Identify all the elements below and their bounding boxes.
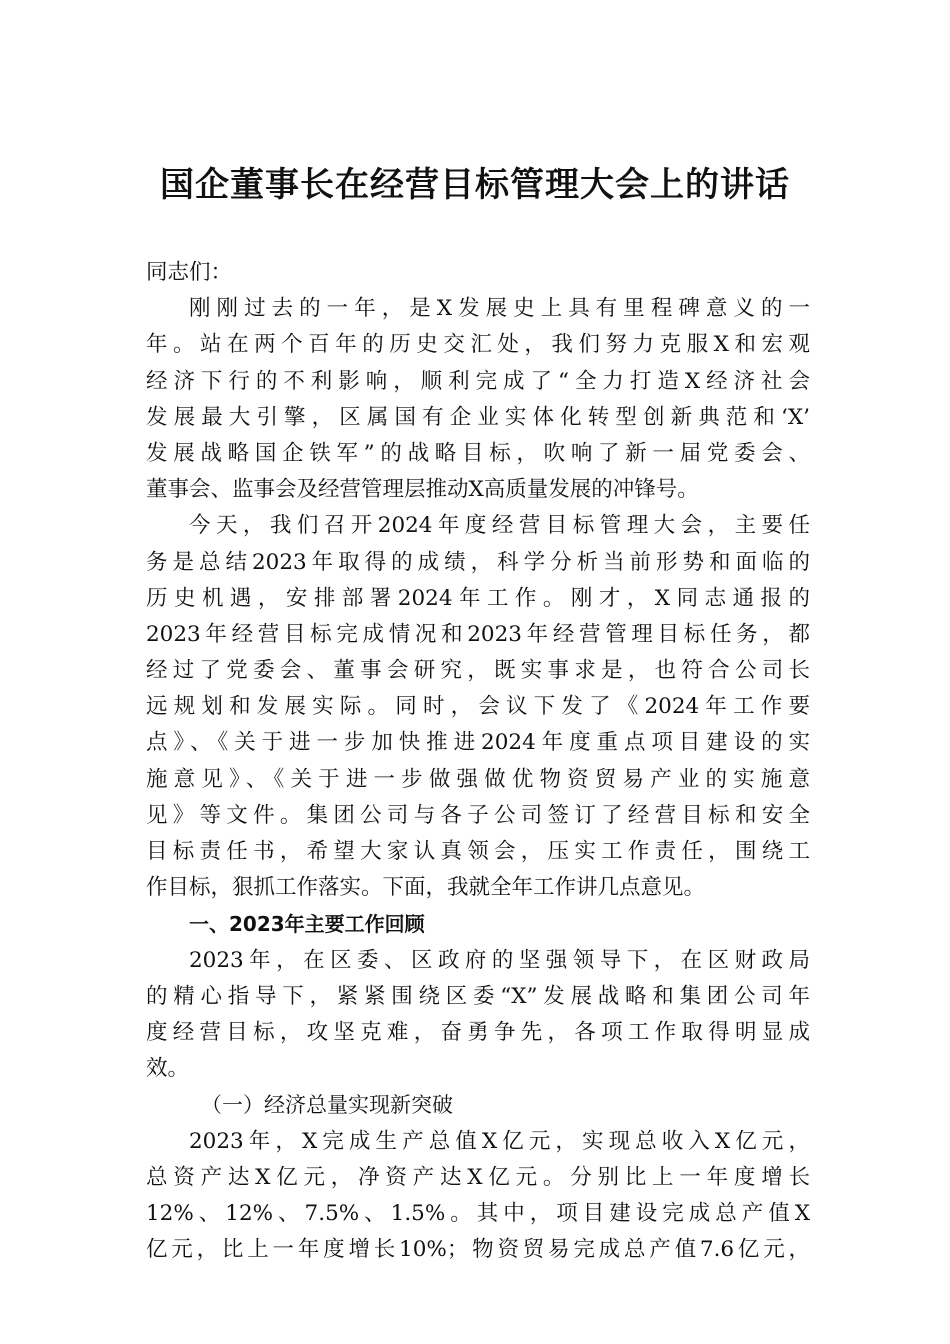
paragraph-line: 总资产达X亿元，净资产达X亿元。分别比上一年度增长 [146, 1164, 810, 1190]
paragraph-line: 经过了党委会、董事会研究，既实事求是，也符合公司长 [146, 658, 810, 684]
document-title: 国企董事长在经营目标管理大会上的讲话 [160, 165, 790, 205]
paragraph-line: 发展战略国企铁军”的战略目标，吹响了新一届党委会、 [146, 440, 810, 466]
paragraph-line: 2023年，X完成生产总值X亿元，实现总收入X亿元， [189, 1128, 810, 1154]
paragraph-line: 2023年经营目标完成情况和2023年经营管理目标任务，都 [146, 621, 810, 647]
paragraph-line: 的精心指导下，紧紧围绕区委“X”发展战略和集团公司年 [146, 983, 810, 1009]
paragraph-line: 董事会、监事会及经营管理层推动X高质量发展的冲锋号。 [146, 477, 699, 503]
paragraph-line: 发展最大引擎，区属国有企业实体化转型创新典范和‘X’ [146, 404, 810, 430]
paragraph-line: 点》、《关于进一步加快推进2024年度重点项目建设的实 [146, 730, 810, 756]
salutation: 同志们： [146, 260, 233, 285]
paragraph-4 [146, 1124, 810, 1269]
paragraph-line: 今天，我们召开2024年度经营目标管理大会，主要任 [189, 513, 810, 539]
paragraph-line: 经济下行的不利影响，顺利完成了“全力打造X经济社会 [146, 368, 810, 394]
paragraph-line: 效。 [146, 1056, 190, 1082]
paragraph-line: 度经营目标，攻坚克难，奋勇争先，各项工作取得明显成 [146, 1019, 810, 1045]
paragraph-1 [146, 291, 810, 508]
paragraph-line: 远规划和发展实际。同时，会议下发了《2024年工作要 [146, 694, 810, 720]
paragraph-line: 2023年，在区委、区政府的坚强领导下，在区财政局 [189, 947, 810, 973]
paragraph-line: 见》等文件。集团公司与各子公司签订了经营目标和安全 [146, 802, 810, 828]
paragraph-line: 历史机遇，安排部署2024年工作。刚才，X同志通报的 [146, 585, 810, 611]
document-body [146, 255, 810, 1268]
paragraph-line: 目标责任书，希望大家认真领会，压实工作责任，围绕工 [146, 839, 810, 864]
paragraph-2 [146, 508, 810, 906]
paragraph-line: 施意见》、《关于进一步做强做优物资贸易产业的实施意 [146, 766, 810, 792]
paragraph-line: 务是总结2023年取得的成绩，科学分析当前形势和面临的 [146, 549, 810, 575]
paragraph-line: 刚刚过去的一年，是X发展史上具有里程碑意义的一 [189, 296, 810, 322]
paragraph-line: 年。站在两个百年的历史交汇处，我们努力克服X和宏观 [146, 332, 810, 358]
paragraph-line: 亿元，比上一年度增长10%；物资贸易完成总产值7.6亿元， [146, 1237, 810, 1263]
subsection-heading: （一）经济总量实现新突破 [201, 1093, 453, 1118]
section-heading: 一、2023年主要工作回顾 [189, 912, 425, 937]
paragraph-line: 作目标，狠抓工作落实。下面，我就全年工作讲几点意见。 [146, 875, 706, 901]
paragraph-line: 12%、12%、7.5%、1.5%。其中，项目建设完成总产值X [146, 1200, 810, 1226]
paragraph-3 [146, 943, 810, 1088]
